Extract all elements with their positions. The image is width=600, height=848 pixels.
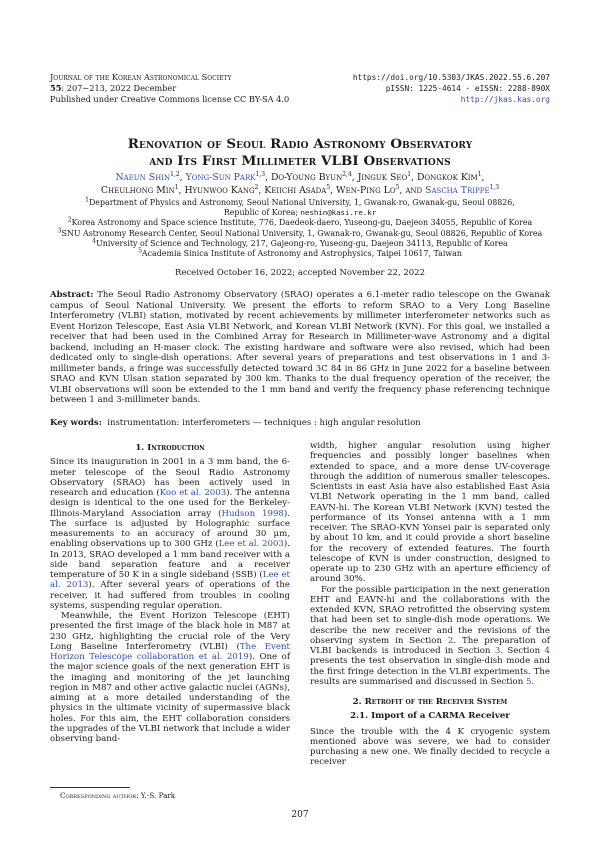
affiliation-line xyxy=(0,239,600,249)
license-line: Published under Creative Commons license CC BY-SA 4.0 xyxy=(50,94,290,104)
journal-header xyxy=(50,72,289,105)
author-link[interactable]: Naeun Shin xyxy=(115,172,171,183)
section-2-heading: 2. Retrofit of the Receiver System xyxy=(352,697,508,707)
author-link[interactable]: Sascha Trippe xyxy=(425,184,490,196)
author-name: Cheulhong Min xyxy=(100,184,175,196)
author-affiliation-mark: 2,4 xyxy=(342,170,352,178)
paragraph-text: Since its inauguration in 2001 in a 3 mm band, the 6-meter telescope of the Seoul Radio Astronomy Observatory (SRAO) has been actively used in research and education ( xyxy=(50,457,290,498)
email-link[interactable]: neshin@kasi.re.kr xyxy=(300,208,377,218)
received-dates: Received October 16, 2022; accepted November 22, 2022 xyxy=(174,268,425,278)
abstract-label: Abstract: xyxy=(50,290,94,300)
author-affiliation-mark: 2 xyxy=(254,183,259,191)
author-name: Wen-Ping Lo xyxy=(336,184,396,196)
corresponding-author xyxy=(60,791,175,800)
affiliation-line xyxy=(0,218,600,228)
intro-paragraph-3 xyxy=(310,441,550,585)
author-name: Hyunwoo Kang xyxy=(184,184,255,196)
paragraph-text: presents the test observation in single-dish mode and the first fringe detection in the VLBI experiments. The results are summarised and discussed in Section xyxy=(310,656,550,687)
title-line-1: Renovation of Seoul Radio Astronomy Observatory xyxy=(127,136,473,152)
affiliation-line xyxy=(0,198,600,208)
corresponding-label: Corresponding author: xyxy=(60,791,139,800)
author-affiliation-mark: 5 xyxy=(395,183,400,191)
author-separator: , xyxy=(481,172,485,183)
affiliation-line xyxy=(0,208,600,218)
left-column xyxy=(50,441,290,744)
affiliation-text: Korea Astronomy and Space science Institute, 776, Daedeok-daero, Yuseong-gu, Daejeon 34055, Republic of Korea xyxy=(71,218,533,228)
volume-number: 55 xyxy=(50,83,62,93)
affiliation-mark: 4 xyxy=(92,237,97,245)
citation-link[interactable]: Lee et al. 2003 xyxy=(218,539,284,550)
paragraph-text: ). In 2013, SRAO developed a 1 mm band receiver with a side band separation feature and a receiver temperature of 50 K in a single sideband (SSB) ( xyxy=(50,539,290,580)
author-affiliation-mark: 1 xyxy=(407,170,412,178)
author-affiliation-mark: 1,2 xyxy=(170,170,180,178)
abstract-text: The Seoul Radio Astronomy Observatory (SRAO) operates a 6.1-meter radio telescope on the Gwanak campus of Seoul National University. We present the efforts to reform SRAO to a Very Long Baseline Interferometry (VLBI) station, motivated by recent achievements by millimeter interferometer networks such as Event Horizon Telescope, East Asia VLBI Network, and Korean VLBI Network (KVN). For this goal, we installed a receiver that had been used in the Combined Array for Research in Millimeter-wave Astronomy and a digital backend, including an H-maser clock. The existing hardware and software were also revised, which had been dedicated only to single-dish operations. After several years of preparations and test observations in 1 and 3-millimeter bands, a fringe was successfully detected toward 3C 84 in 86 GHz in June 2022 for a baseline between SRAO and KVN Ulsan station separated by 300 km. Thanks to the dual frequency operation of the receiver, the VLBI observations will soon be extended to the 1 mm band and verify the frequency phase referencing technique between 1 and 3-millimeter bands. xyxy=(50,290,550,405)
affiliation-line xyxy=(0,226,600,239)
affiliation-text: Department of Physics and Astronomy, Seoul National University, 1, Gwanak-ro, Gwanak-gu, Seoul 08826, xyxy=(88,198,515,207)
paragraph-text: For the possible participation in the next generation EHT and EAVN-hi and the collaborations with the extended KVN, SRAO retrofitted the observing system that had been set to single-dish mode operations. We describe the new receiver and the revisions of the observing system in Section xyxy=(310,584,550,646)
intro-paragraph-1 xyxy=(50,457,290,611)
affiliation-text: SNU Astronomy Research Center, Seoul National University, 1, Gwanak-ro, Gwanak-gu, Seoul 08826, Republic of Korea xyxy=(61,228,543,238)
paragraph-text: ). After several years of operations of the receiver, it had suffered from troubles in cooling systems, suspending regular operation. xyxy=(50,580,290,611)
author-affiliation-mark: 1,3 xyxy=(255,170,266,178)
citation-link[interactable]: 5 xyxy=(525,676,532,687)
issn-line: pISSN: 1225-4614 · eISSN: 2288-890X xyxy=(385,84,550,93)
footnote-rule xyxy=(50,787,130,788)
paragraph-text: Meanwhile, the Event Horizon Telescope (EHT) presented the first image of the black hole in M87 at 230 GHz, highlighting the crucial role of the Very Long Baseline Interferometry (VLBI) ( xyxy=(50,611,290,652)
keywords-text: instrumentation: interferometers — techniques : high angular resolution xyxy=(107,418,421,428)
subsection-2-1-heading: 2.1. Import of a CARMA Receiver xyxy=(350,711,510,722)
author-separator: , and xyxy=(399,184,426,196)
author-name: Jinguk Seo xyxy=(357,172,408,183)
citation-link[interactable]: 2 xyxy=(447,635,454,646)
author-separator: , xyxy=(351,172,358,183)
abstract xyxy=(50,290,550,406)
journal-url-link[interactable]: http://jkas.kas.org xyxy=(460,95,550,104)
citation-link[interactable]: The Event Horizon Telescope collaboration et al. 2019 xyxy=(50,641,290,662)
affiliations xyxy=(0,198,600,259)
paragraph-text: Since the trouble with the 4 K cryogenic system mentioned above was severe, we had to consider purchasing a new one. We finally decided to recycle a receiver xyxy=(310,726,550,768)
citation-link[interactable]: 3 xyxy=(494,646,501,656)
journal-name: Journal of the Korean Astronomical Society xyxy=(50,72,232,82)
author-line-1 xyxy=(0,172,600,185)
citation-link[interactable]: 4 xyxy=(544,646,550,656)
author-separator: , xyxy=(178,184,185,196)
intro-paragraph-2 xyxy=(50,611,290,744)
paragraph-text: . Section xyxy=(500,646,545,656)
affiliation-line xyxy=(0,249,600,259)
affiliation-mark: 5 xyxy=(138,247,142,255)
author-separator: , xyxy=(330,184,337,196)
citation-link[interactable]: Koo et al. 2003 xyxy=(159,488,227,498)
intro-paragraph-4 xyxy=(310,585,550,688)
author-name: Keiichi Asada xyxy=(264,184,327,196)
paragraph-text: ). The antenna design is identical to the one used for the Berkeley-Illinois-Maryland Association array ( xyxy=(50,488,290,519)
page-number: 207 xyxy=(291,810,309,820)
affiliation-text: University of Science and Technology, 217, Gajeong-ro, Yuseong-gu, Daejeon 34113, Republic of Korea xyxy=(96,238,508,248)
corresponding-name: Y.-S. Park xyxy=(140,791,176,800)
paragraph-text: width, higher angular resolution using higher frequencies and possibly longer baselines when extended to space, and a more dense UV-coverage through the addition of numerous smaller telescopes. Scientists in east Asia have also established East Asia VLBI Network operating in the 1 mm band, called EAVN-hi. The Korean VLBI Network (KVN) tested the performance of its Yonsei antenna with a 1 mm receiver. The SRAO-KVN Yonsei pair is separated only by about 10 km, and it could provide a short baseline for the recovery of extended features. The fourth telescope of KVN is under construction, designed to operate up to 230 GHz with an aperture efficiency of around 30%. xyxy=(310,441,550,585)
author-separator: , xyxy=(258,184,265,196)
paragraph-text: . xyxy=(531,676,535,687)
author-affiliation-mark: 5 xyxy=(326,183,331,191)
affiliation-mark: 1 xyxy=(85,196,89,204)
affiliation-mark: 2 xyxy=(67,216,72,224)
keywords xyxy=(50,418,550,428)
author-separator: , xyxy=(265,172,271,183)
journal-volume-line xyxy=(50,83,289,94)
author-link[interactable]: Yong-Sun Park xyxy=(185,172,256,183)
section-2-paragraph-1 xyxy=(310,727,550,768)
author-affiliation-mark: 1,3 xyxy=(489,183,500,191)
right-column xyxy=(310,441,550,768)
doi-link[interactable]: https://doi.org/10.5303/JKAS.2022.55.6.207 xyxy=(352,73,550,82)
volume-pages: : 207∼213, 2022 December xyxy=(61,83,177,93)
paragraph-text: ). The surface is adjusted by Holographic surface measurements to an accuracy of around 30 μm, enabling observations up to 300 GHz ( xyxy=(50,508,290,550)
keywords-label: Key words: xyxy=(50,418,102,428)
paper-title xyxy=(0,136,600,170)
author-line-2 xyxy=(0,185,600,198)
author-affiliation-mark: 1 xyxy=(174,183,179,191)
affiliation-mark: 3 xyxy=(57,226,62,234)
citation-link[interactable]: Hudson 1998 xyxy=(221,508,284,519)
author-affiliation-mark: 1 xyxy=(477,170,482,178)
journal-identifiers xyxy=(353,72,550,105)
author-separator: , xyxy=(411,172,417,183)
affiliation-text: Republic of Korea; xyxy=(223,208,301,218)
affiliation-text: Academia Sinica Institute of Astronomy and Astrophysics, Taipei 10617, Taiwan xyxy=(141,249,462,259)
title-line-2: and Its First Millimeter VLBI Observations xyxy=(149,153,451,169)
author-name: Dongkok Kim xyxy=(416,172,478,183)
citation-link[interactable]: Lee et al. 2013 xyxy=(50,570,291,591)
author-separator: , xyxy=(179,172,186,183)
paragraph-text: ). One of the major science goals of the next generation EHT is the imaging and monitoring of the jet launching region in M87 and other active galactic nuclei (AGNs), aiming at a more detailed understanding of the physics in the ultimate vicinity of supermassive black holes. For this aim, the EHT collaboration considers the upgrades of the VLBI network that include a wider observing band- xyxy=(50,652,290,744)
author-name: Do-Young Byun xyxy=(270,172,343,183)
author-list xyxy=(0,172,600,197)
paragraph-text: . The preparation of VLBI backends is introduced in Section xyxy=(310,635,550,656)
section-1-heading: 1. Introduction xyxy=(135,443,205,453)
